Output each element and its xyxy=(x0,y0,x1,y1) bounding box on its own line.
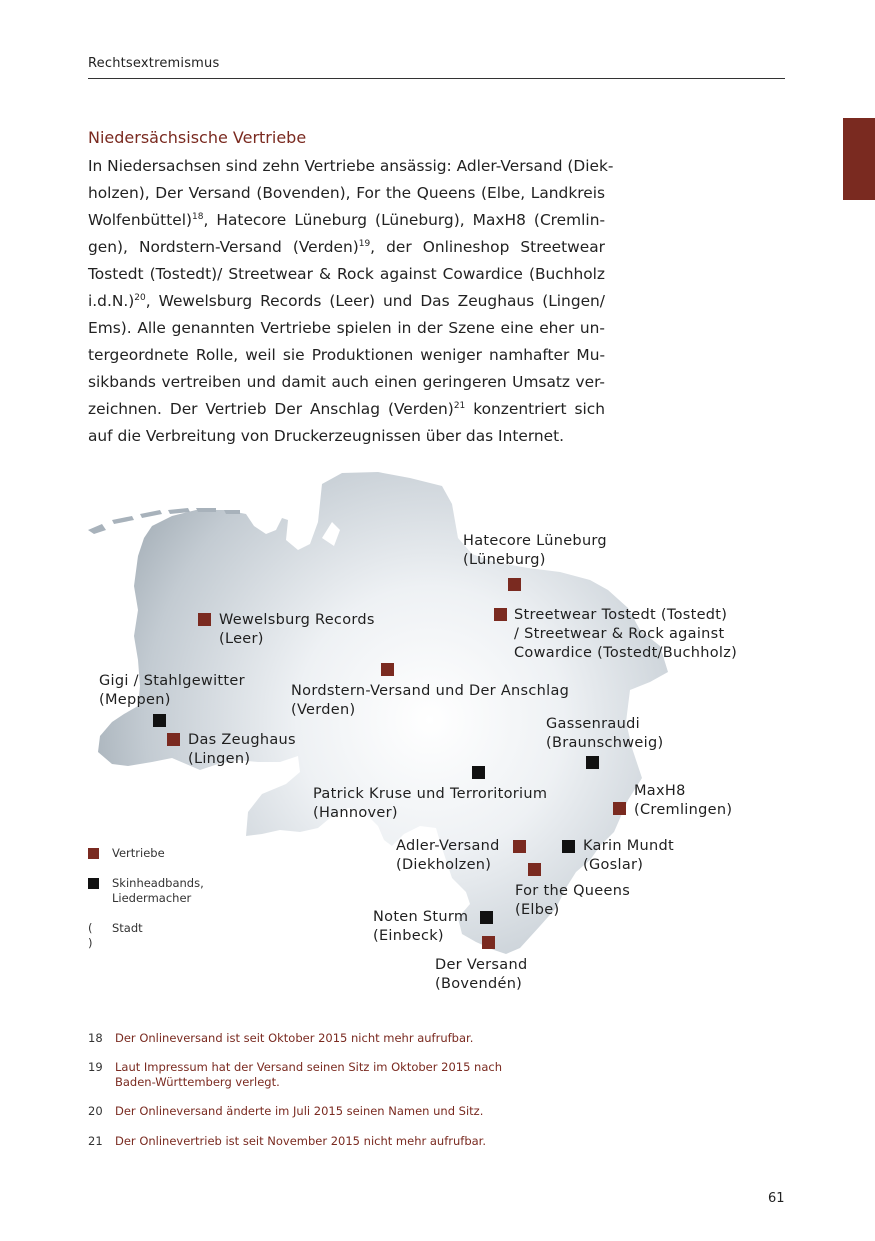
marker-maxh8 xyxy=(613,802,626,815)
marker-queens xyxy=(528,863,541,876)
running-title: Rechtsextremismus xyxy=(88,56,220,71)
marker-streetwear xyxy=(494,608,507,621)
island xyxy=(140,510,162,518)
label-queens: For the Queens (Elbe) xyxy=(515,883,631,918)
body-line: zeichnen. Der Vertrieb Der Anschlag (Verden)$^{21}$ konzentriert sich xyxy=(88,400,605,418)
body-line: Tostedt (Tostedt)/ Streetwear & Rock against Cowardice (Buchholz xyxy=(88,265,605,283)
label-zeughaus: Das Zeughaus (Lingen) xyxy=(188,732,296,767)
marker-mundt xyxy=(562,840,575,853)
marker-gigi xyxy=(153,714,166,727)
section-title: Niedersächsische Vertriebe xyxy=(88,128,307,147)
body-line: holzen), Der Versand (Bovenden), For the Queens (Elbe, Landkreis xyxy=(88,184,605,202)
label-nordstern: Nordstern-Versand und Der Anschlag (Verden) xyxy=(291,683,570,718)
footnote-ref-18: 18 xyxy=(192,211,204,222)
label-wewelsburg: Wewelsburg Records (Leer) xyxy=(219,612,375,647)
island xyxy=(196,508,216,512)
body-line: i.d.N.)$^{20}$, Wewelsburg Records (Leer) und Das Zeughaus (Lingen/ xyxy=(88,292,605,310)
body-line: Wolfenbüttel)$^{18}$, Hatecore Lüneburg (Lüneburg), MaxH8 (Cremlin- xyxy=(88,211,605,229)
island xyxy=(88,524,106,534)
label-streetwear: Streetwear Tostedt (Tostedt) / Streetwear & Rock against Cowardice (Tostedt/Buchholz) xyxy=(514,607,738,661)
island xyxy=(112,516,134,524)
footnote-ref-21: 21 xyxy=(453,400,466,411)
label-gigi: Gigi / Stahlgewitter (Meppen) xyxy=(99,673,245,708)
body-line: auf die Verbreitung von Druckerzeugnissen über das Internet. xyxy=(88,427,565,445)
label-adler: Adler-Versand (Diekholzen) xyxy=(396,838,500,873)
marker-hatecore xyxy=(508,578,521,591)
legend-vertrieb-swatch xyxy=(88,848,99,859)
legend-paren-symbol: ( ) xyxy=(88,921,93,950)
label-mundt: Karin Mundt (Goslar) xyxy=(583,838,675,873)
footnote-ref-20: 20 xyxy=(134,292,146,303)
marker-adler xyxy=(513,840,526,853)
marker-nordstern xyxy=(381,663,394,676)
marker-zeughaus xyxy=(167,733,180,746)
page-number: 61 xyxy=(768,1191,785,1206)
label-maxh8: MaxH8 (Cremlingen) xyxy=(634,783,733,818)
marker-kruse xyxy=(472,766,485,779)
island xyxy=(224,510,240,514)
footnote-ref-19: 19 xyxy=(358,238,371,249)
marker-wewelsburg xyxy=(198,613,211,626)
body-line: gen), Nordstern-Versand (Verden)$^{19}$, der Onlineshop Streetwear xyxy=(88,238,605,256)
chapter-edge-tab xyxy=(843,118,875,200)
marker-gassenraudi xyxy=(586,756,599,769)
label-gassenraudi: Gassenraudi (Braunschweig) xyxy=(546,716,664,751)
label-noten: Noten Sturm (Einbeck) xyxy=(373,909,469,944)
legend-skinhead-swatch xyxy=(88,878,99,889)
marker-versand xyxy=(482,936,495,949)
label-hatecore: Hatecore Lüneburg (Lüneburg) xyxy=(463,533,607,568)
body-line: sikbands vertreiben und damit auch einen geringeren Umsatz ver- xyxy=(88,373,605,391)
body-line: tergeordnete Rolle, weil sie Produktionen weniger namhafter Mu- xyxy=(88,346,605,364)
jade-bay xyxy=(290,522,308,542)
header-rule xyxy=(88,78,785,79)
body-line: In Niedersachsen sind zehn Vertriebe ansässig: Adler-Versand (Diek- xyxy=(88,157,614,175)
body-paragraph xyxy=(88,153,614,450)
label-versand: Der Versand (Bovendén) xyxy=(435,957,528,992)
body-line: Ems). Alle genannten Vertriebe spielen in der Szene eine eher un- xyxy=(88,319,605,337)
marker-noten xyxy=(480,911,493,924)
label-kruse: Patrick Kruse und Terroritorium (Hannover) xyxy=(313,786,548,821)
